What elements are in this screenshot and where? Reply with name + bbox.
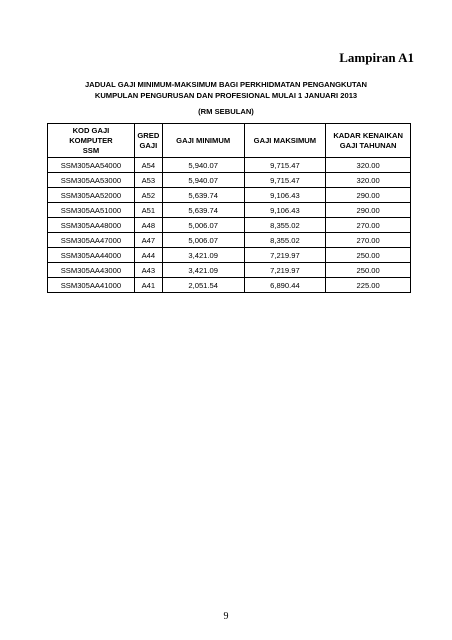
table-row xyxy=(48,218,411,233)
page-number: 9 xyxy=(223,611,229,622)
table-row xyxy=(48,173,411,188)
gaji-minimum-cell: 5,006.07 xyxy=(162,218,244,233)
header-text-line: GAJI xyxy=(139,140,158,150)
gaji-minimum-cell: 5,006.07 xyxy=(162,233,244,248)
gred-cell: A47 xyxy=(134,233,162,248)
kod-gaji-cell: SSM305AA51000 xyxy=(48,203,135,218)
document-title-line-2: KUMPULAN PENGURUSAN DAN PROFESIONAL MULAI 1 JANUARI 2013 xyxy=(94,91,358,100)
table-row xyxy=(48,158,411,173)
gaji-maksimum-cell: 9,715.47 xyxy=(244,158,326,173)
appendix-label: Lampiran A1 xyxy=(339,50,414,65)
kadar-kenaikan-cell: 320.00 xyxy=(326,158,411,173)
table-row xyxy=(48,248,411,263)
currency-unit-note: (RM SEBULAN) xyxy=(198,107,254,116)
kadar-kenaikan-cell: 320.00 xyxy=(326,173,411,188)
kadar-kenaikan-cell: 250.00 xyxy=(326,263,411,278)
gred-cell: A44 xyxy=(134,248,162,263)
table-row xyxy=(48,263,411,278)
gred-cell: A52 xyxy=(134,188,162,203)
gaji-minimum-cell: 3,421.09 xyxy=(162,263,244,278)
gaji-maksimum-cell: 8,355.02 xyxy=(244,233,326,248)
header-text-line: SSM xyxy=(82,145,100,155)
gaji-maksimum-cell: 7,219.97 xyxy=(244,263,326,278)
gaji-minimum-cell: 3,421.09 xyxy=(162,248,244,263)
gaji-maksimum-cell: 9,106.43 xyxy=(244,203,326,218)
gaji-minimum-cell: 5,639.74 xyxy=(162,188,244,203)
header-text-line: GAJI MINIMUM xyxy=(176,135,231,145)
salary-table-body xyxy=(48,158,411,293)
table-row xyxy=(48,233,411,248)
salary-table xyxy=(47,123,411,293)
gaji-minimum-cell: 2,051.54 xyxy=(162,278,244,293)
header-text-line: GAJI TAHUNAN xyxy=(339,140,397,150)
header-text-line: KOD GAJI KOMPUTER xyxy=(69,125,113,145)
header-kod-gaji xyxy=(48,124,135,158)
kod-gaji-cell: SSM305AA44000 xyxy=(48,248,135,263)
header-gred-gaji xyxy=(134,124,162,158)
kod-gaji-cell: SSM305AA41000 xyxy=(48,278,135,293)
table-row xyxy=(48,188,411,203)
table-row xyxy=(48,203,411,218)
kadar-kenaikan-cell: 270.00 xyxy=(326,218,411,233)
header-kadar-kenaikan xyxy=(326,124,411,158)
gaji-maksimum-cell: 8,355.02 xyxy=(244,218,326,233)
kod-gaji-cell: SSM305AA47000 xyxy=(48,233,135,248)
header-text-line: GAJI MAKSIMUM xyxy=(253,135,317,145)
kod-gaji-cell: SSM305AA52000 xyxy=(48,188,135,203)
kod-gaji-cell: SSM305AA48000 xyxy=(48,218,135,233)
kadar-kenaikan-cell: 290.00 xyxy=(326,203,411,218)
gred-cell: A53 xyxy=(134,173,162,188)
kadar-kenaikan-cell: 290.00 xyxy=(326,188,411,203)
gred-cell: A54 xyxy=(134,158,162,173)
table-row xyxy=(48,278,411,293)
header-text-line: KADAR KENAIKAN xyxy=(333,130,403,140)
salary-table-header xyxy=(48,124,411,158)
gred-cell: A43 xyxy=(134,263,162,278)
gred-cell: A51 xyxy=(134,203,162,218)
kod-gaji-cell: SSM305AA54000 xyxy=(48,158,135,173)
kadar-kenaikan-cell: 270.00 xyxy=(326,233,411,248)
kadar-kenaikan-cell: 250.00 xyxy=(326,248,411,263)
header-gaji-minimum xyxy=(162,124,244,158)
gaji-minimum-cell: 5,940.07 xyxy=(162,173,244,188)
header-gaji-maksimum xyxy=(244,124,326,158)
gaji-maksimum-cell: 9,715.47 xyxy=(244,173,326,188)
gaji-maksimum-cell: 7,219.97 xyxy=(244,248,326,263)
gred-cell: A48 xyxy=(134,218,162,233)
gaji-maksimum-cell: 6,890.44 xyxy=(244,278,326,293)
gaji-maksimum-cell: 9,106.43 xyxy=(244,188,326,203)
header-text-line: GRED xyxy=(137,130,160,140)
gred-cell: A41 xyxy=(134,278,162,293)
kadar-kenaikan-cell: 225.00 xyxy=(326,278,411,293)
kod-gaji-cell: SSM305AA43000 xyxy=(48,263,135,278)
kod-gaji-cell: SSM305AA53000 xyxy=(48,173,135,188)
document-title-line-1: JADUAL GAJI MINIMUM-MAKSIMUM BAGI PERKHIDMATAN PENGANGKUTAN xyxy=(84,80,368,89)
header-row xyxy=(48,124,411,158)
gaji-minimum-cell: 5,639.74 xyxy=(162,203,244,218)
gaji-minimum-cell: 5,940.07 xyxy=(162,158,244,173)
